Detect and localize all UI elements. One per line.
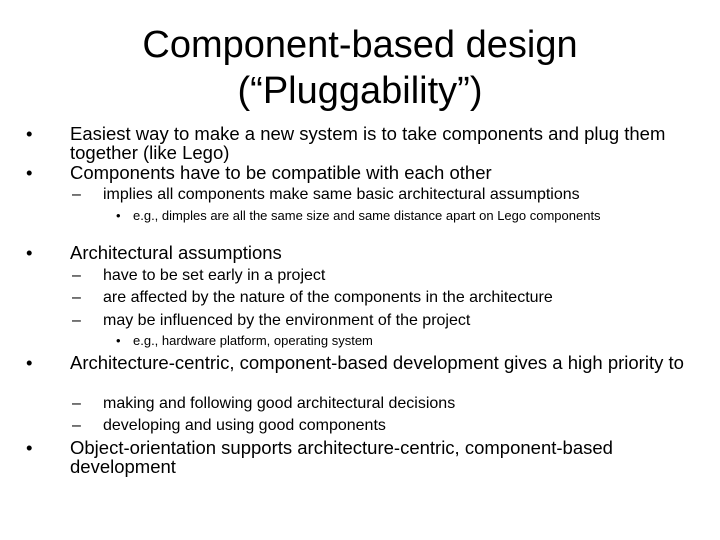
sub-bullet-text: have to be set early in a project [103, 267, 326, 284]
sub-bullet-architectural-decisions [72, 394, 693, 413]
title-line-1: Component-based design [142, 24, 578, 66]
dash-marker: – [72, 417, 81, 434]
bullet-marker: • [26, 123, 33, 144]
bullet-text: Architectural assumptions [70, 242, 282, 263]
bullet-text: Architecture-centric, component-based development gives a high priority to [70, 352, 684, 373]
sub-bullet-text: may be influenced by the environment of the project [103, 312, 471, 329]
sub-bullet-text: making and following good architectural decisions [103, 395, 456, 412]
dash-marker: – [72, 267, 81, 284]
slide-title [120, 22, 600, 114]
sub-bullet-text: are affected by the nature of the components in the architecture [103, 289, 553, 306]
bullet-easiest-way [26, 123, 700, 163]
bullet-text: Easiest way to make a new system is to take components and plug them together (like Lego) [70, 123, 666, 163]
sub-sub-bullet-text: e.g., hardware platform, operating system [133, 333, 373, 348]
sub-bullet-affected-by-components [72, 288, 693, 307]
dash-marker: – [72, 186, 81, 203]
bullet-marker: • [26, 162, 33, 183]
sub-bullet-good-components [72, 416, 693, 435]
bullet-architectural-assumptions [26, 242, 700, 263]
bullet-components-compatible [26, 162, 700, 183]
title-line-2: (“Pluggability”) [237, 70, 483, 112]
bullet-marker: • [26, 437, 33, 458]
sub-bullet-influenced-by-environment [72, 311, 693, 330]
bullet-marker: • [26, 352, 33, 373]
sub-bullet-text: developing and using good components [103, 417, 386, 434]
sub-bullet-implies-assumptions [72, 185, 693, 204]
dash-marker: – [72, 289, 81, 306]
sub-sub-bullet-text: e.g., dimples are all the same size and same distance apart on Lego components [133, 208, 601, 223]
bullet-marker: • [26, 242, 33, 263]
sub-bullet-text: implies all components make same basic architectural assumptions [103, 186, 580, 203]
bullet-text: Components have to be compatible with each other [70, 162, 492, 183]
bullet-marker: • [116, 208, 121, 223]
sub-sub-bullet-hardware-platform [116, 333, 693, 348]
bullet-object-orientation [26, 437, 700, 477]
bullet-architecture-centric-development [26, 352, 700, 373]
dash-marker: – [72, 312, 81, 329]
bullet-text: Object-orientation supports architecture-centric, component-based development [70, 437, 613, 477]
sub-bullet-set-early [72, 266, 693, 285]
dash-marker: – [72, 395, 81, 412]
sub-sub-bullet-lego-dimples [116, 208, 693, 223]
bullet-marker: • [116, 333, 121, 348]
